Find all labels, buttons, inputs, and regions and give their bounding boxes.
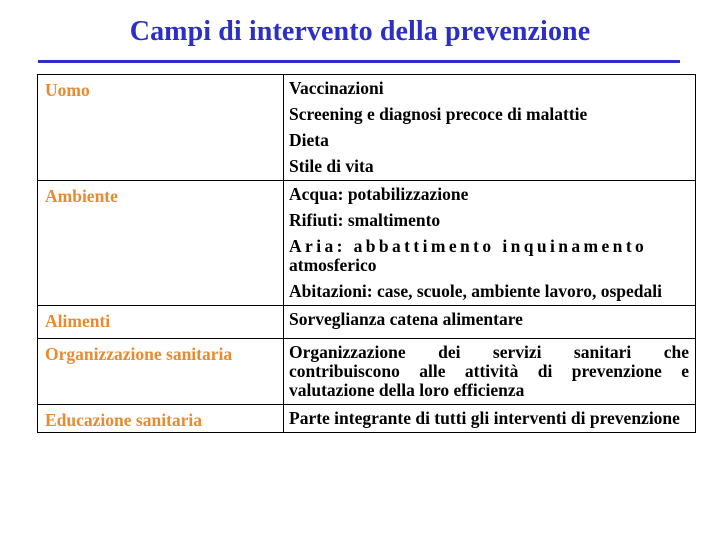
prevention-table [37,74,696,433]
category-cell: Ambiente [38,181,284,306]
description-cell [284,339,696,405]
list-item [289,237,689,275]
list-item: Stile di vita [289,156,374,176]
table-row-organizzazione-sanitaria [38,339,696,405]
title-underline [38,60,680,63]
category-cell: Organizzazione sanitaria [38,339,284,405]
list-item: Screening e diagnosi precoce di malattie [289,104,588,124]
list-item: Abitazioni: case, scuole, ambiente lavoro, ospedali [289,281,662,301]
list-item: Vaccinazioni [289,78,384,98]
category-cell: Alimenti [38,306,284,339]
table-row-ambiente [38,181,696,306]
table-row-alimenti [38,306,696,339]
slide-title: Campi di intervento della prevenzione [129,16,591,47]
description-cell [284,75,696,181]
list-item: Sorveglianza catena alimentare [289,309,523,329]
list-item: Dieta [289,130,329,150]
list-item-line: Aria: abbattimento inquinamento [289,236,648,256]
description-cell [284,405,696,433]
list-item: Parte integrante di tutti gli interventi di prevenzione [289,408,680,428]
list-item: Acqua: potabilizzazione [289,184,469,204]
list-item: Organizzazione dei servizi sanitari che contribuiscono alle attività di prevenzione e valutazione della loro efficienza [289,342,689,400]
description-cell [284,181,696,306]
table-row-educazione-sanitaria [38,405,696,433]
list-item: Rifiuti: smaltimento [289,210,441,230]
list-item-line: atmosferico [289,255,377,275]
category-cell: Educazione sanitaria [38,405,284,433]
category-cell: Uomo [38,75,284,181]
description-cell [284,306,696,339]
table-row-uomo [38,75,696,181]
